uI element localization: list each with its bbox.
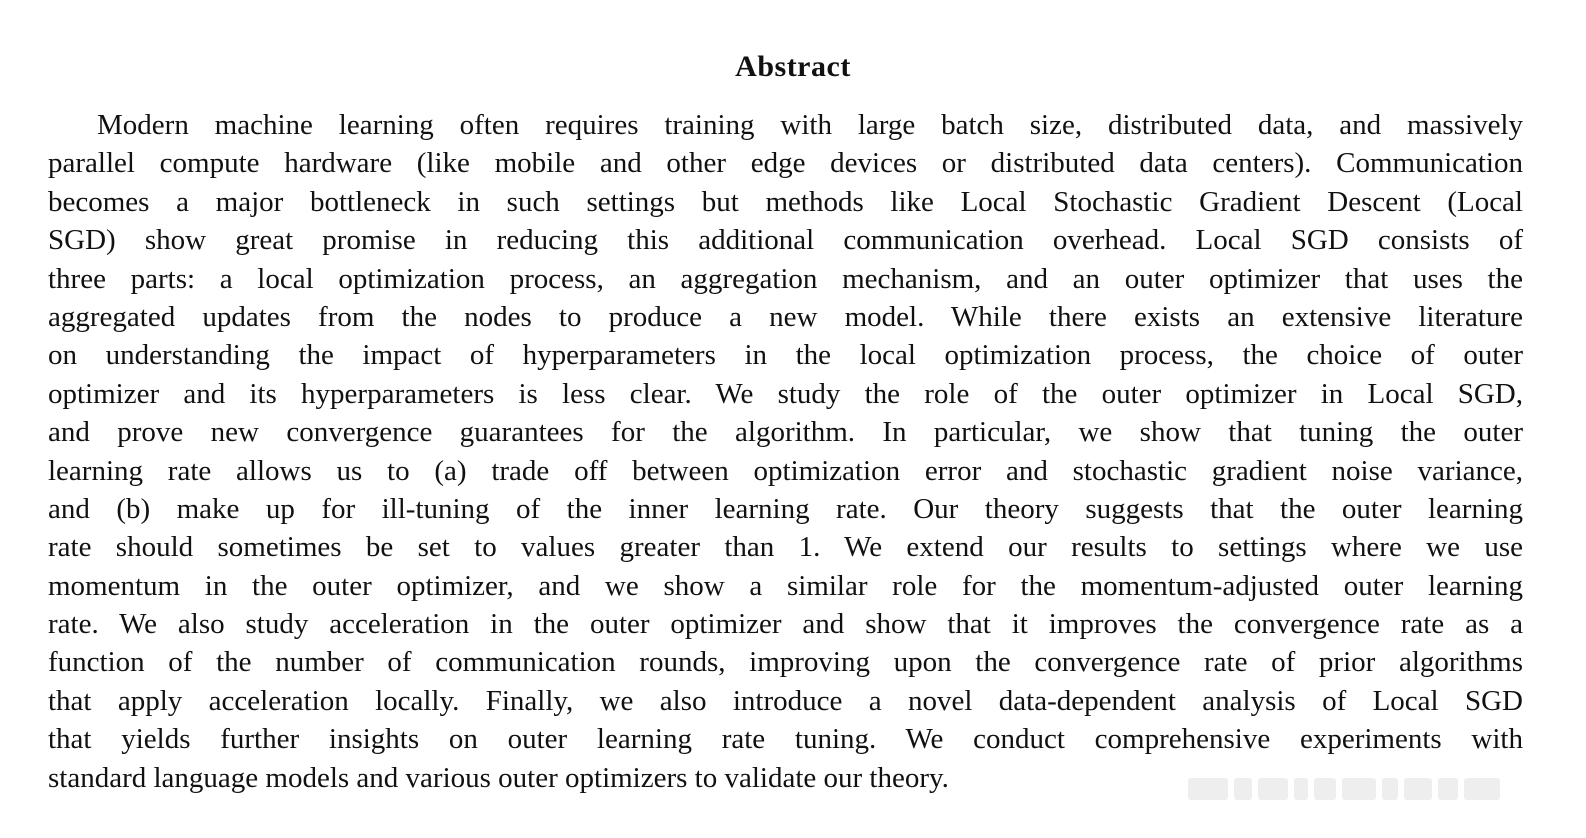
- abstract-line: that apply acceleration locally. Finally, we also introduce a novel data-dependent analysis of Local SGD: [48, 684, 1523, 717]
- watermark-mark: [1314, 778, 1336, 800]
- abstract-line: standard language models and various outer optimizers to validate our theory.: [48, 761, 949, 794]
- abstract-line: and (b) make up for ill-tuning of the inner learning rate. Our theory suggests that the outer learning: [48, 492, 1523, 525]
- abstract-line: SGD) show great promise in reducing this additional communication overhead. Local SGD consists of: [48, 224, 1523, 257]
- watermark-mark: [1464, 778, 1500, 800]
- watermark-mark: [1342, 778, 1376, 800]
- watermark-mark: [1382, 778, 1398, 800]
- abstract-line: becomes a major bottleneck in such settings but methods like Local Stochastic Gradient Descent (Local: [48, 185, 1523, 218]
- abstract-line: and prove new convergence guarantees for the algorithm. In particular, we show that tuning the outer: [48, 416, 1523, 449]
- abstract-line: learning rate allows us to (a) trade off between optimization error and stochastic gradient noise variance,: [48, 454, 1523, 487]
- watermark-mark: [1404, 778, 1432, 800]
- watermark: [1188, 772, 1558, 806]
- watermark-mark: [1188, 778, 1228, 800]
- abstract-line: parallel compute hardware (like mobile and other edge devices or distributed data centers). Communication: [48, 147, 1523, 180]
- abstract-body: [48, 106, 1523, 797]
- watermark-mark: [1234, 778, 1252, 800]
- abstract-line: momentum in the outer optimizer, and we show a similar role for the momentum-adjusted outer learning: [48, 569, 1523, 602]
- abstract-line: optimizer and its hyperparameters is less clear. We study the role of the outer optimizer in Local SGD,: [48, 377, 1523, 410]
- abstract-heading: Abstract: [735, 50, 851, 83]
- watermark-mark: [1258, 778, 1288, 800]
- abstract-line: on understanding the impact of hyperparameters in the local optimization process, the choice of outer: [48, 339, 1523, 372]
- abstract-line: rate should sometimes be set to values greater than 1. We extend our results to settings where we use: [48, 531, 1523, 564]
- abstract-line: that yields further insights on outer learning rate tuning. We conduct comprehensive experiments with: [48, 723, 1523, 756]
- abstract-line: function of the number of communication rounds, improving upon the convergence rate of prior algorithms: [48, 646, 1523, 679]
- abstract-line: Modern machine learning often requires training with large batch size, distributed data, and massively: [97, 109, 1523, 141]
- abstract-line: aggregated updates from the nodes to produce a new model. While there exists an extensive literature: [48, 300, 1523, 333]
- abstract-line: rate. We also study acceleration in the outer optimizer and show that it improves the convergence rate as a: [48, 608, 1523, 641]
- watermark-mark: [1294, 778, 1308, 800]
- abstract-line: three parts: a local optimization process, an aggregation mechanism, and an outer optimizer that uses the: [48, 262, 1523, 295]
- watermark-mark: [1438, 778, 1458, 800]
